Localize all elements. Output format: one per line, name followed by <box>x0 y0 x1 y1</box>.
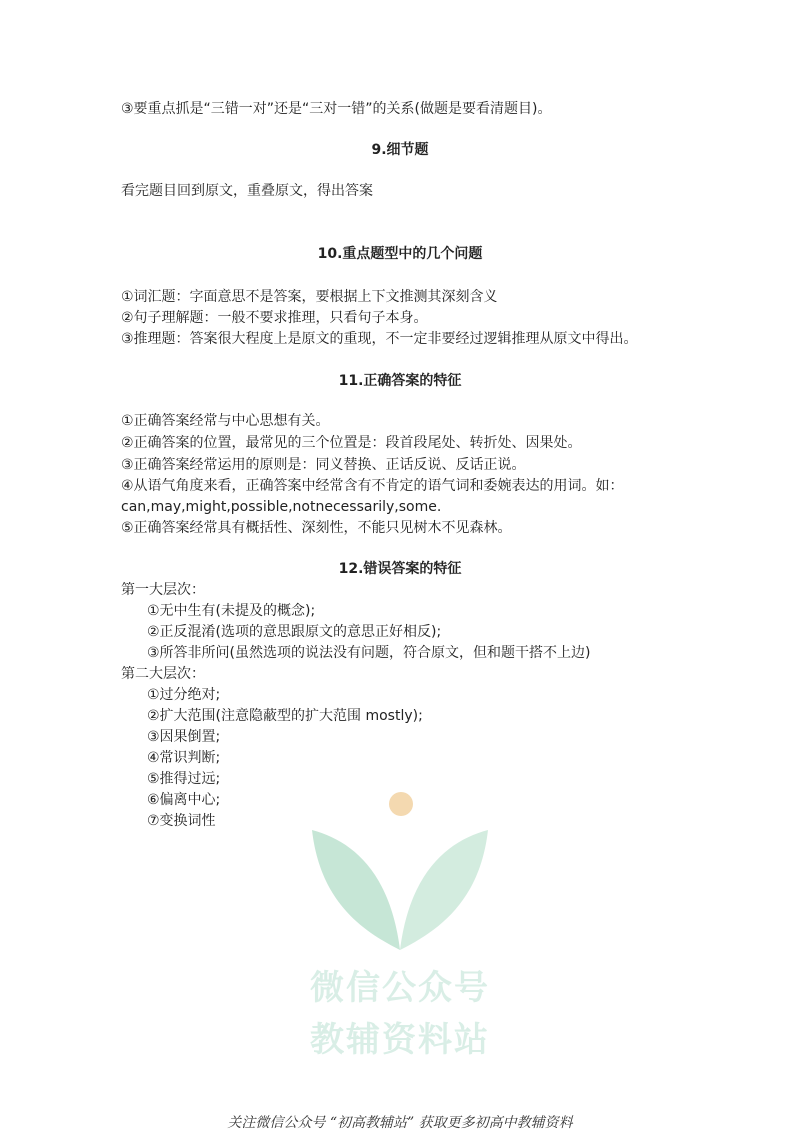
text-line: ③要重点抓是“三错一对”还是“三对一错”的关系(做题是要看清题目)。 <box>121 101 552 117</box>
section-heading: 10.重点题型中的几个问题 <box>317 246 483 262</box>
text-line: ①词汇题：字面意思不是答案，要根据上下文推测其深刻含义 <box>121 289 498 305</box>
list-item: ⑤推得过远; <box>147 771 221 787</box>
text-line: ③推理题：答案很大程度上是原文的重现，不一定非要经过逻辑推理从原文中得出。 <box>121 331 638 347</box>
leaf-left-icon <box>312 830 400 950</box>
list-item: ⑥偏离中心; <box>147 792 221 808</box>
list-item: ②正反混淆(选项的意思跟原文的意思正好相反); <box>147 624 442 640</box>
list-item: ③因果倒置; <box>147 729 221 745</box>
section-heading: 12.错误答案的特征 <box>338 561 462 577</box>
section-heading: 11.正确答案的特征 <box>338 373 462 389</box>
list-item: ①过分绝对; <box>147 687 221 703</box>
sprout-logo-icon <box>300 790 500 960</box>
text-line: 看完题目回到原文，重叠原文，得出答案 <box>121 183 373 199</box>
watermark <box>300 790 500 1060</box>
watermark-line1: 微信公众号 <box>310 968 490 1008</box>
text-line: ②句子理解题：一般不要求推理，只看句子本身。 <box>121 310 428 326</box>
text-line: can,may,might,possible,notnecessarily,some. <box>121 499 442 515</box>
level-label: 第二大层次： <box>121 666 205 682</box>
list-item: ①无中生有(未提及的概念); <box>147 603 316 619</box>
leaf-right-icon <box>400 830 488 950</box>
text-line: ③正确答案经常运用的原则是：同义替换、正话反说、反话正说。 <box>121 457 526 473</box>
list-item: ④常识判断; <box>147 750 221 766</box>
section-heading: 9.细节题 <box>371 142 429 158</box>
list-item: ③所答非所问(虽然选项的说法没有问题，符合原文，但和题干搭不上边) <box>147 645 591 661</box>
page-footer: 关注微信公众号 “初高教辅站” 获取更多初高中教辅资料 <box>227 1115 573 1131</box>
level-label: 第一大层次： <box>121 582 205 598</box>
watermark-line2: 教辅资料站 <box>310 1020 490 1060</box>
text-line: ①正确答案经常与中心思想有关。 <box>121 413 330 429</box>
text-line: ⑤正确答案经常具有概括性、深刻性，不能只见树木不见森林。 <box>121 520 512 536</box>
list-item: ②扩大范围(注意隐蔽型的扩大范围 mostly); <box>147 708 423 724</box>
sun-dot-icon <box>389 792 413 816</box>
text-line: ④从语气角度来看，正确答案中经常含有不肯定的语气词和委婉表达的用词。如： <box>121 478 624 494</box>
text-line: ②正确答案的位置，最常见的三个位置是：段首段尾处、转折处、因果处。 <box>121 435 582 451</box>
list-item: ⑦变换词性 <box>147 813 216 829</box>
